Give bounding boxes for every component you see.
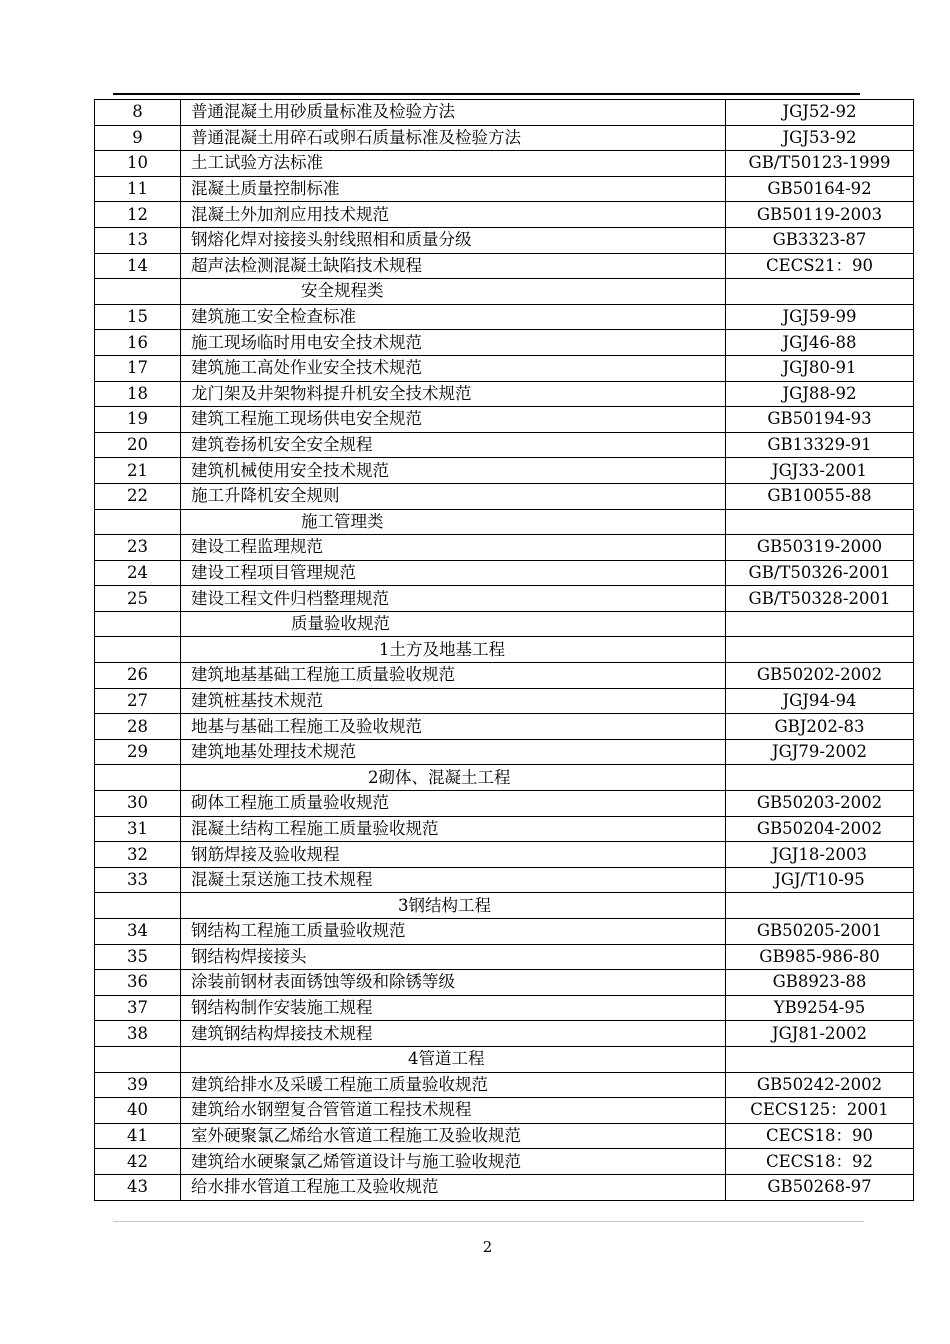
category-title: 安全规程类 [181,279,726,305]
table-row [95,381,914,407]
row-number: 42 [95,1149,181,1175]
table-row [95,970,914,996]
row-number: 35 [95,944,181,970]
row-number: 13 [95,227,181,253]
standard-code: JGJ81-2002 [726,1021,914,1047]
category-title: 质量验收规范 [181,611,726,637]
row-number: 38 [95,1021,181,1047]
standard-code: GB50204-2002 [726,816,914,842]
standard-code: GB50203-2002 [726,791,914,817]
category-row [95,765,914,791]
row-number [95,893,181,919]
standard-name: 建设工程项目管理规范 [181,560,726,586]
table-row [95,355,914,381]
row-number: 16 [95,330,181,356]
row-number: 20 [95,432,181,458]
table-row [95,535,914,561]
row-number: 21 [95,458,181,484]
row-number: 18 [95,381,181,407]
standard-code: JGJ80-91 [726,355,914,381]
standard-code: JGJ46-88 [726,330,914,356]
table-row [95,304,914,330]
table-row [95,663,914,689]
standard-name: 建筑给水钢塑复合管管道工程技术规程 [181,1098,726,1124]
table-row [95,944,914,970]
row-number [95,637,181,663]
row-number: 12 [95,202,181,228]
row-number: 33 [95,867,181,893]
standard-code: JGJ59-99 [726,304,914,330]
row-number: 27 [95,688,181,714]
row-number: 30 [95,791,181,817]
table-row [95,739,914,765]
standard-name: 给水排水管道工程施工及验收规范 [181,1174,726,1200]
table-row [95,842,914,868]
standard-name: 混凝土泵送施工技术规程 [181,867,726,893]
standard-code: GB/T50123-1999 [726,151,914,177]
standard-code: JGJ18-2003 [726,842,914,868]
standard-name: 建筑施工安全检查标准 [181,304,726,330]
standard-code: JGJ52-92 [726,100,914,126]
standard-code: CECS18：90 [726,1123,914,1149]
standard-name: 建筑给水硬聚氯乙烯管道设计与施工验收规范 [181,1149,726,1175]
standard-code: GB50164-92 [726,176,914,202]
standard-code: GB50205-2001 [726,919,914,945]
standard-name: 建筑卷扬机安全安全规程 [181,432,726,458]
table-row [95,227,914,253]
standard-code: GB8923-88 [726,970,914,996]
table-row [95,407,914,433]
standard-code: CECS125：2001 [726,1098,914,1124]
standard-name: 混凝土外加剂应用技术规范 [181,202,726,228]
standard-name: 混凝土质量控制标准 [181,176,726,202]
table-row [95,253,914,279]
category-title: 2砌体、混凝土工程 [181,765,726,791]
standard-code: JGJ88-92 [726,381,914,407]
standard-name: 建筑施工高处作业安全技术规范 [181,355,726,381]
row-number: 10 [95,151,181,177]
standard-code: GB50319-2000 [726,535,914,561]
table-row [95,791,914,817]
standard-code: CECS21：90 [726,253,914,279]
row-number [95,1046,181,1072]
standard-name: 地基与基础工程施工及验收规范 [181,714,726,740]
standard-name: 砌体工程施工质量验收规范 [181,791,726,817]
standard-name: 超声法检测混凝土缺陷技术规程 [181,253,726,279]
standard-code [726,765,914,791]
table-row [95,176,914,202]
category-title: 3钢结构工程 [181,893,726,919]
standard-name: 建设工程监理规范 [181,535,726,561]
standard-code [726,637,914,663]
row-number [95,611,181,637]
table-row [95,1098,914,1124]
standard-code: GB985-986-80 [726,944,914,970]
standard-code: GB50119-2003 [726,202,914,228]
row-number: 17 [95,355,181,381]
standard-code: GB50194-93 [726,407,914,433]
standards-table-body [95,100,914,1201]
row-number: 19 [95,407,181,433]
table-row [95,995,914,1021]
table-row [95,714,914,740]
standard-code: CECS18：92 [726,1149,914,1175]
table-row [95,1123,914,1149]
standard-name: 建筑机械使用安全技术规范 [181,458,726,484]
header-rule [113,93,860,95]
standard-name: 普通混凝土用砂质量标准及检验方法 [181,100,726,126]
standard-code [726,509,914,535]
standard-code [726,611,914,637]
table-row [95,1149,914,1175]
row-number: 29 [95,739,181,765]
standard-name: 普通混凝土用碎石或卵石质量标准及检验方法 [181,125,726,151]
row-number: 40 [95,1098,181,1124]
table-row [95,1021,914,1047]
standard-code: JGJ53-92 [726,125,914,151]
standard-name: 施工升降机安全规则 [181,483,726,509]
row-number: 11 [95,176,181,202]
row-number: 37 [95,995,181,1021]
table-row [95,688,914,714]
row-number: 43 [95,1174,181,1200]
row-number: 22 [95,483,181,509]
standard-name: 涂装前钢材表面锈蚀等级和除锈等级 [181,970,726,996]
table-row [95,100,914,126]
row-number: 32 [95,842,181,868]
row-number: 26 [95,663,181,689]
standard-name: 建筑给排水及采暖工程施工质量验收规范 [181,1072,726,1098]
standard-name: 混凝土结构工程施工质量验收规范 [181,816,726,842]
table-row [95,1174,914,1200]
table-row [95,432,914,458]
table-row [95,867,914,893]
standard-code: GB50202-2002 [726,663,914,689]
page-number: 2 [482,1238,493,1256]
standard-code: GB3323-87 [726,227,914,253]
table-row [95,816,914,842]
row-number: 39 [95,1072,181,1098]
category-row [95,509,914,535]
row-number: 41 [95,1123,181,1149]
category-row [95,893,914,919]
category-row [95,1046,914,1072]
standard-code [726,893,914,919]
standard-name: 钢筋焊接及验收规程 [181,842,726,868]
category-row [95,611,914,637]
row-number: 24 [95,560,181,586]
table-row [95,919,914,945]
standard-code: JGJ79-2002 [726,739,914,765]
standard-code: GB50242-2002 [726,1072,914,1098]
standard-name: 土工试验方法标准 [181,151,726,177]
standard-name: 施工现场临时用电安全技术规范 [181,330,726,356]
row-number: 28 [95,714,181,740]
table-row [95,125,914,151]
standard-name: 建筑桩基技术规范 [181,688,726,714]
standard-name: 钢结构制作安装施工规程 [181,995,726,1021]
standard-name: 钢熔化焊对接接头射线照相和质量分级 [181,227,726,253]
standard-code: GB/T50328-2001 [726,586,914,612]
row-number: 14 [95,253,181,279]
table-row [95,202,914,228]
standard-code: GB10055-88 [726,483,914,509]
category-row [95,637,914,663]
footer-rule [113,1221,864,1222]
standard-name: 钢结构工程施工质量验收规范 [181,919,726,945]
standard-name: 建筑钢结构焊接技术规程 [181,1021,726,1047]
row-number: 8 [95,100,181,126]
standard-code: JGJ33-2001 [726,458,914,484]
category-title: 施工管理类 [181,509,726,535]
category-title: 1土方及地基工程 [181,637,726,663]
row-number: 34 [95,919,181,945]
table-row [95,458,914,484]
standard-name: 龙门架及井架物料提升机安全技术规范 [181,381,726,407]
row-number [95,765,181,791]
category-row [95,279,914,305]
standard-code: GB13329-91 [726,432,914,458]
table-row [95,586,914,612]
standard-name: 建筑工程施工现场供电安全规范 [181,407,726,433]
standard-code [726,1046,914,1072]
table-row [95,151,914,177]
standard-name: 建设工程文件归档整理规范 [181,586,726,612]
standard-code: YB9254-95 [726,995,914,1021]
table-row [95,1072,914,1098]
standard-name: 钢结构焊接接头 [181,944,726,970]
standards-table [94,99,914,1201]
row-number: 36 [95,970,181,996]
row-number [95,279,181,305]
table-row [95,483,914,509]
standard-name: 建筑地基处理技术规范 [181,739,726,765]
row-number: 25 [95,586,181,612]
row-number: 9 [95,125,181,151]
standard-code: JGJ94-94 [726,688,914,714]
standard-code: GB/T50326-2001 [726,560,914,586]
standard-name: 建筑地基基础工程施工质量验收规范 [181,663,726,689]
table-row [95,560,914,586]
row-number: 15 [95,304,181,330]
standard-name: 室外硬聚氯乙烯给水管道工程施工及验收规范 [181,1123,726,1149]
table-row [95,330,914,356]
standard-code: GBJ202-83 [726,714,914,740]
category-title: 4管道工程 [181,1046,726,1072]
row-number: 31 [95,816,181,842]
row-number: 23 [95,535,181,561]
standard-code [726,279,914,305]
standard-code: GB50268-97 [726,1174,914,1200]
row-number [95,509,181,535]
standard-code: JGJ/T10-95 [726,867,914,893]
